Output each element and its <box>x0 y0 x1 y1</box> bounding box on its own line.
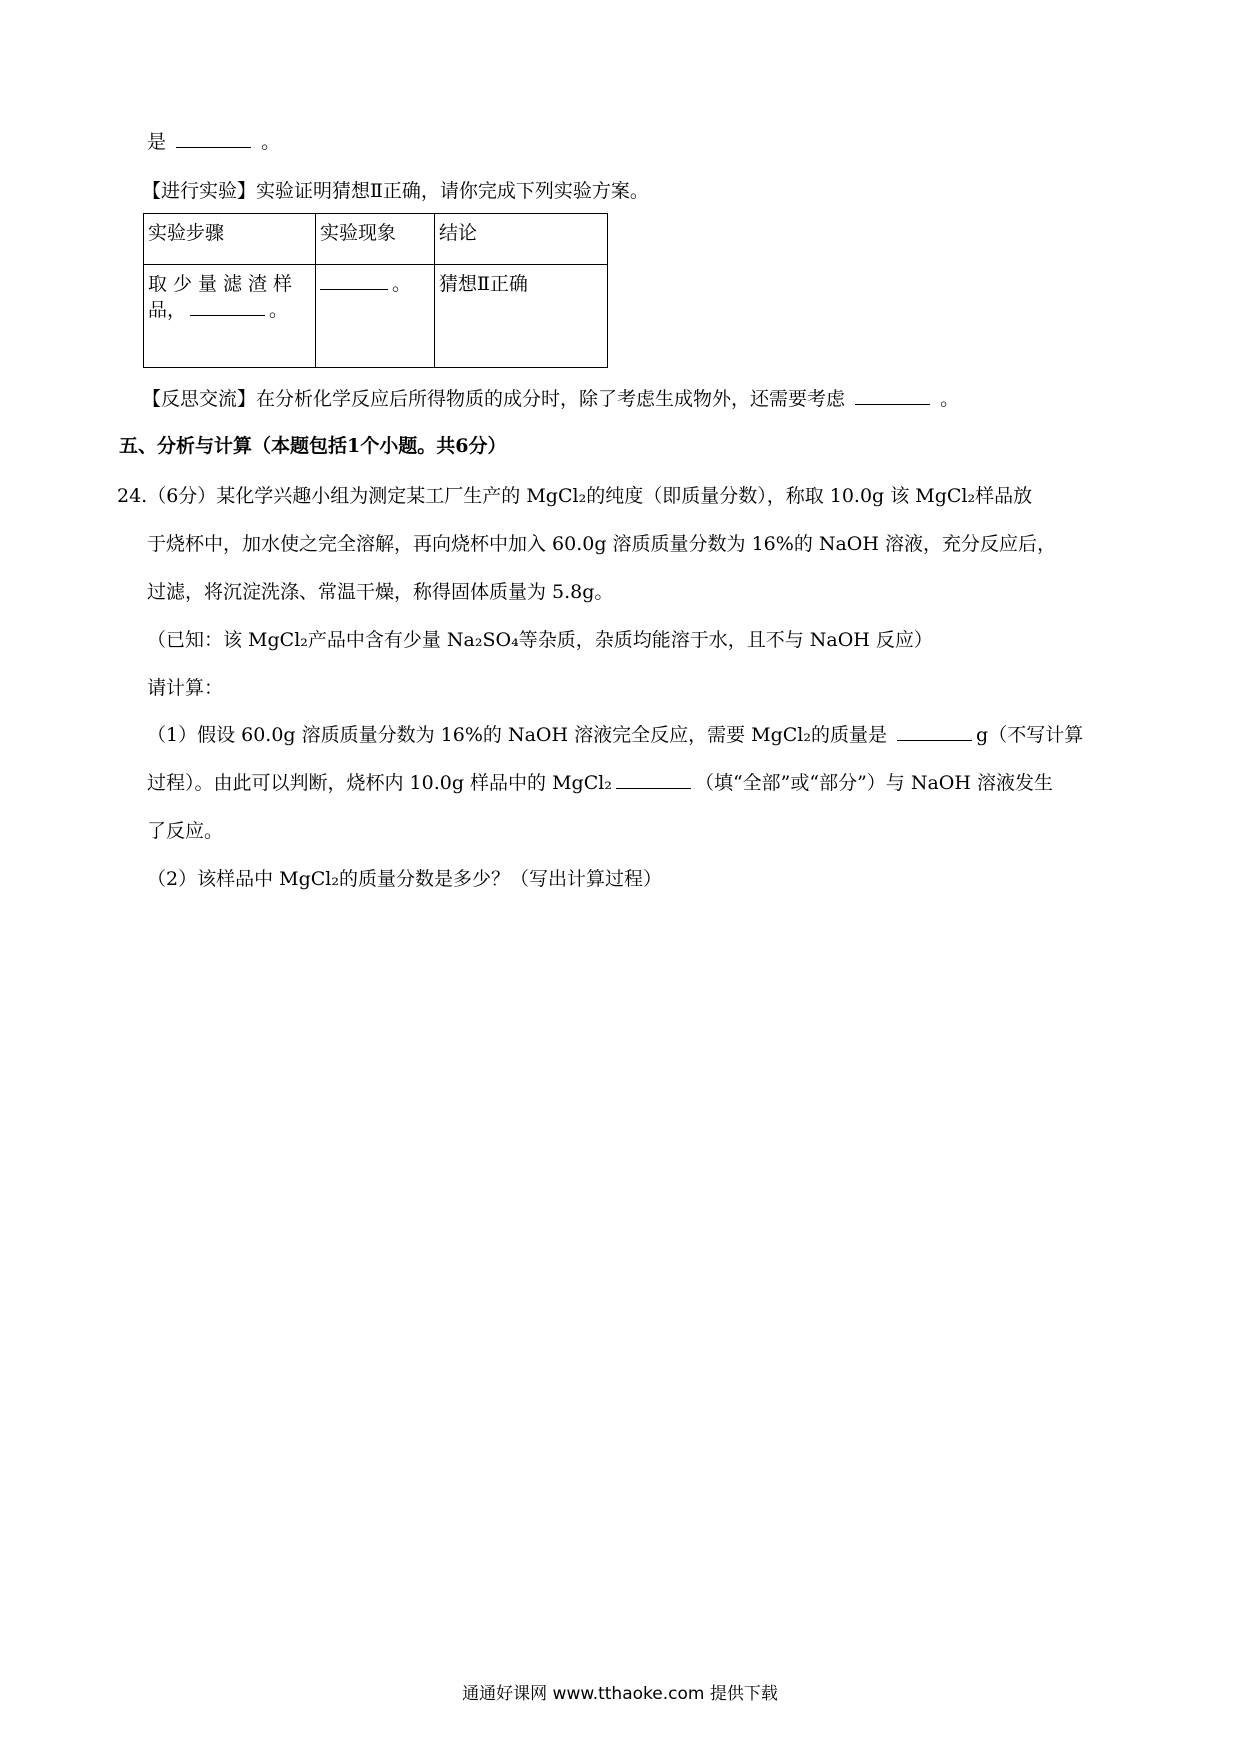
q24-please: 请计算： <box>147 677 224 699</box>
text-prefix: 过程）。由此可以判断，烧杯内 10.0g 样品中的 MgCl₂ <box>147 772 612 794</box>
answer-blank[interactable] <box>320 271 388 290</box>
q24-known: （已知：该 MgCl₂产品中含有少量 Na₂SO₄等杂质，杂质均能溶于水，且不与 NaOH 反应） <box>147 629 933 651</box>
answer-blank[interactable] <box>176 129 251 148</box>
text-prefix: 是 <box>147 131 167 153</box>
text-suffix: 。 <box>269 299 289 321</box>
text-prefix: 品， <box>148 299 187 321</box>
experiment-intro: 【进行实验】实验证明猜想Ⅱ正确，请你完成下列实验方案。 <box>142 180 649 202</box>
q24-part1-line2 <box>147 770 1053 796</box>
text-suffix: 。 <box>392 273 412 295</box>
answer-blank[interactable] <box>855 386 930 405</box>
text-prefix: 【反思交流】在分析化学反应后所得物质的成分时，除了考虑生成物外，还需要考虑 <box>142 388 846 410</box>
answer-blank[interactable] <box>616 770 691 789</box>
reflection-line <box>142 386 959 412</box>
cell-conclusion: 猜想Ⅱ正确 <box>435 265 608 368</box>
q24-part1-line3: 了反应。 <box>147 820 224 842</box>
step-line1: 取少量滤渣样 <box>148 273 299 295</box>
cell-phenomenon <box>316 265 435 368</box>
answer-blank[interactable] <box>190 297 265 316</box>
page-footer: 通通好课网 www.tthaoke.com 提供下载 <box>462 1684 778 1704</box>
text-prefix: （1）假设 60.0g 溶质质量分数为 16%的 NaOH 溶液完全反应，需要 MgCl₂的质量是 <box>147 724 887 746</box>
header-step: 实验步骤 <box>144 214 316 265</box>
step-line2 <box>148 297 311 323</box>
experiment-table <box>143 213 608 368</box>
header-conclusion: 结论 <box>435 214 608 265</box>
cell-step <box>144 265 316 368</box>
table-header-row <box>144 214 608 265</box>
text-suffix: （填“全部”或“部分”）与 NaOH 溶液发生 <box>694 772 1053 794</box>
header-phenomenon: 实验现象 <box>316 214 435 265</box>
q24-part1-line1 <box>147 722 1083 748</box>
answer-blank[interactable] <box>897 722 972 741</box>
q24-line1: 24.（6分）某化学兴趣小组为测定某工厂生产的 MgCl₂的纯度（即质量分数），称取 10.0g 该 MgCl₂样品放 <box>117 485 1033 507</box>
text-suffix: 。 <box>261 131 281 153</box>
q24-part2: （2）该样品中 MgCl₂的质量分数是多少？（写出计算过程） <box>147 868 662 890</box>
section-title: 五、分析与计算（本题包括1个小题。共6分） <box>119 435 507 457</box>
text-suffix: g（不写计算 <box>976 724 1084 746</box>
q23-answer-line <box>147 129 280 155</box>
table-row <box>144 265 608 368</box>
q24-line3: 过滤，将沉淀洗涤、常温干燥，称得固体质量为 5.8g。 <box>147 581 614 603</box>
q24-line2: 于烧杯中，加水使之完全溶解，再向烧杯中加入 60.0g 溶质质量分数为 16%的 NaOH 溶液，充分反应后， <box>147 533 1056 555</box>
text-suffix: 。 <box>940 388 960 410</box>
